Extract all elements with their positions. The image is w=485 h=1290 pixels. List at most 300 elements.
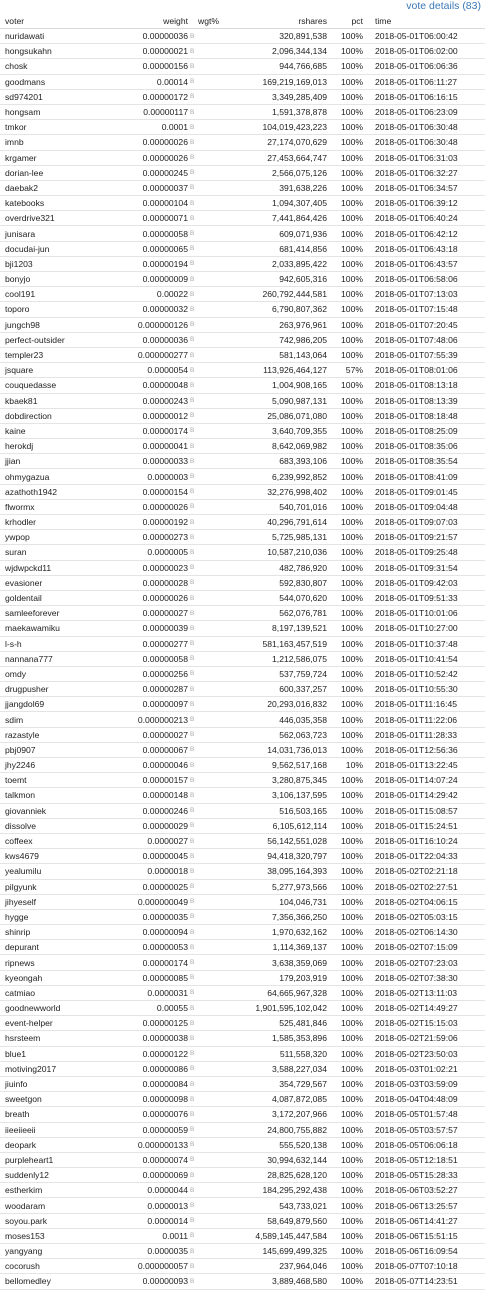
- table-row: [0, 1137, 485, 1152]
- voter-link[interactable]: cool191: [0, 287, 118, 302]
- column-header-time[interactable]: time: [367, 14, 485, 29]
- weight-unit: B: [188, 196, 198, 211]
- wgt-pct-cell: [198, 818, 232, 833]
- rshares-cell: 516,503,165: [232, 803, 327, 818]
- rshares-cell: 94,418,320,797: [232, 849, 327, 864]
- voter-link[interactable]: jungch98: [0, 317, 118, 332]
- voter-link[interactable]: junisara: [0, 226, 118, 241]
- pct-cell: 100%: [327, 469, 367, 484]
- weight-cell: 0.000000057: [118, 1259, 188, 1274]
- voter-link[interactable]: purpleheart1: [0, 1152, 118, 1167]
- table-row: [0, 104, 485, 119]
- table-row: [0, 272, 485, 287]
- weight-unit: B: [188, 135, 198, 150]
- weight-unit: B: [188, 454, 198, 469]
- weight-unit: B: [188, 636, 198, 651]
- wgt-pct-cell: [198, 773, 232, 788]
- voter-link[interactable]: goodmans: [0, 74, 118, 89]
- time-cell: 2018-05-02T15:15:03: [367, 1016, 485, 1031]
- weight-unit: B: [188, 378, 198, 393]
- table-row: [0, 1122, 485, 1137]
- pct-cell: 100%: [327, 59, 367, 74]
- pct-cell: 100%: [327, 651, 367, 666]
- weight-cell: 0.00000012: [118, 408, 188, 423]
- weight-cell: 0.000000126: [118, 317, 188, 332]
- vote-details-link[interactable]: vote details (83): [406, 0, 481, 12]
- voter-link[interactable]: jsquare: [0, 363, 118, 378]
- voter-link[interactable]: goodnewworld: [0, 1001, 118, 1016]
- voter-link[interactable]: pbj0907: [0, 742, 118, 757]
- wgt-pct-cell: [198, 439, 232, 454]
- rshares-cell: 3,106,137,595: [232, 788, 327, 803]
- table-row: [0, 758, 485, 773]
- rshares-cell: 27,453,664,747: [232, 150, 327, 165]
- rshares-cell: 581,163,457,519: [232, 636, 327, 651]
- voter-link[interactable]: evasioner: [0, 575, 118, 590]
- table-row: [0, 135, 485, 150]
- table-row: [0, 454, 485, 469]
- voter-link[interactable]: coffeex: [0, 833, 118, 848]
- voter-link[interactable]: moses153: [0, 1228, 118, 1243]
- rshares-cell: 3,588,227,034: [232, 1061, 327, 1076]
- rshares-cell: 511,558,320: [232, 1046, 327, 1061]
- pct-cell: 100%: [327, 742, 367, 757]
- weight-cell: 0.00000094: [118, 925, 188, 940]
- table-row: [0, 59, 485, 74]
- voter-link[interactable]: katebooks: [0, 196, 118, 211]
- pct-cell: 100%: [327, 408, 367, 423]
- voter-link[interactable]: ripnews: [0, 955, 118, 970]
- voter-link[interactable]: sdim: [0, 712, 118, 727]
- column-header-wgt-pct[interactable]: wgt%: [198, 14, 232, 29]
- voter-link[interactable]: jjian: [0, 454, 118, 469]
- table-row: [0, 818, 485, 833]
- pct-cell: 100%: [327, 393, 367, 408]
- rshares-cell: 3,889,468,580: [232, 1274, 327, 1289]
- table-row: [0, 712, 485, 727]
- weight-unit: B: [188, 1259, 198, 1274]
- table-row: [0, 150, 485, 165]
- voter-link[interactable]: deopark: [0, 1137, 118, 1152]
- weight-unit: B: [188, 317, 198, 332]
- voter-link[interactable]: yangyang: [0, 1244, 118, 1259]
- voter-link[interactable]: nannana777: [0, 651, 118, 666]
- table-row: [0, 302, 485, 317]
- column-header-pct[interactable]: pct: [327, 14, 367, 29]
- voter-link[interactable]: azathoth1942: [0, 484, 118, 499]
- rshares-cell: 1,585,353,896: [232, 1031, 327, 1046]
- pct-cell: 100%: [327, 29, 367, 44]
- voter-link[interactable]: nuridawati: [0, 29, 118, 44]
- rshares-cell: 10,587,210,036: [232, 545, 327, 560]
- voter-link[interactable]: sd974201: [0, 89, 118, 104]
- pct-cell: 100%: [327, 955, 367, 970]
- weight-unit: B: [188, 909, 198, 924]
- weight-cell: 0.0000027: [118, 833, 188, 848]
- wgt-pct-cell: [198, 393, 232, 408]
- rshares-cell: 56,142,551,028: [232, 833, 327, 848]
- time-cell: 2018-05-01T06:11:27: [367, 74, 485, 89]
- weight-cell: 0.00000125: [118, 1016, 188, 1031]
- voter-link[interactable]: woodaram: [0, 1198, 118, 1213]
- wgt-pct-cell: [198, 697, 232, 712]
- time-cell: 2018-05-06T15:51:15: [367, 1228, 485, 1243]
- wgt-pct-cell: [198, 1168, 232, 1183]
- rshares-cell: 683,393,106: [232, 454, 327, 469]
- weight-unit: B: [188, 1092, 198, 1107]
- table-row: [0, 1198, 485, 1213]
- pct-cell: 100%: [327, 1061, 367, 1076]
- weight-unit: B: [188, 1152, 198, 1167]
- wgt-pct-cell: [198, 621, 232, 636]
- table-row: [0, 682, 485, 697]
- weight-cell: 0.000000049: [118, 894, 188, 909]
- pct-cell: 100%: [327, 120, 367, 135]
- voter-link[interactable]: suddenly12: [0, 1168, 118, 1183]
- column-header-rshares[interactable]: rshares: [232, 14, 327, 29]
- voter-link[interactable]: hongsukahn: [0, 44, 118, 59]
- time-cell: 2018-05-02T06:14:30: [367, 925, 485, 940]
- voter-link[interactable]: omdy: [0, 666, 118, 681]
- time-cell: 2018-05-01T06:23:09: [367, 104, 485, 119]
- time-cell: 2018-05-07T07:10:18: [367, 1259, 485, 1274]
- pct-cell: 100%: [327, 575, 367, 590]
- time-cell: 2018-05-01T07:20:45: [367, 317, 485, 332]
- rshares-cell: 145,699,499,325: [232, 1244, 327, 1259]
- wgt-pct-cell: [198, 1031, 232, 1046]
- voter-link[interactable]: maekawamiku: [0, 621, 118, 636]
- weight-unit: B: [188, 469, 198, 484]
- table-row: [0, 1183, 485, 1198]
- wgt-pct-cell: [198, 150, 232, 165]
- rshares-cell: 169,219,169,013: [232, 74, 327, 89]
- wgt-pct-cell: [198, 590, 232, 605]
- weight-cell: 0.00055: [118, 1001, 188, 1016]
- wgt-pct-cell: [198, 317, 232, 332]
- weight-unit: B: [188, 575, 198, 590]
- voter-link[interactable]: dobdirection: [0, 408, 118, 423]
- voter-link[interactable]: pilgyunk: [0, 879, 118, 894]
- rshares-cell: 609,071,936: [232, 226, 327, 241]
- weight-cell: 0.00000036: [118, 29, 188, 44]
- voter-link[interactable]: cocorush: [0, 1259, 118, 1274]
- wgt-pct-cell: [198, 1198, 232, 1213]
- time-cell: 2018-05-01T07:13:03: [367, 287, 485, 302]
- voter-link[interactable]: couquedasse: [0, 378, 118, 393]
- wgt-pct-cell: [198, 165, 232, 180]
- voter-link[interactable]: talkmon: [0, 788, 118, 803]
- rshares-cell: 25,086,071,080: [232, 408, 327, 423]
- voter-link[interactable]: templer23: [0, 347, 118, 362]
- table-row: [0, 1213, 485, 1228]
- column-header-weight[interactable]: weight: [118, 14, 188, 29]
- voter-link[interactable]: bji1203: [0, 256, 118, 271]
- table-row: [0, 651, 485, 666]
- pct-cell: 100%: [327, 985, 367, 1000]
- weight-cell: 0.00000277: [118, 636, 188, 651]
- voter-link[interactable]: jiuinfo: [0, 1076, 118, 1091]
- voter-link[interactable]: suran: [0, 545, 118, 560]
- pct-cell: 100%: [327, 1122, 367, 1137]
- weight-cell: 0.0000044: [118, 1183, 188, 1198]
- weight-cell: 0.00000029: [118, 818, 188, 833]
- voter-link[interactable]: sweetgon: [0, 1092, 118, 1107]
- wgt-pct-cell: [198, 940, 232, 955]
- wgt-pct-cell: [198, 1061, 232, 1076]
- rshares-cell: 104,019,423,223: [232, 120, 327, 135]
- wgt-pct-cell: [198, 484, 232, 499]
- time-cell: 2018-05-01T16:10:24: [367, 833, 485, 848]
- voter-link[interactable]: razastyle: [0, 727, 118, 742]
- voter-link[interactable]: bonyjo: [0, 272, 118, 287]
- weight-unit: B: [188, 302, 198, 317]
- table-row: [0, 894, 485, 909]
- time-cell: 2018-05-02T05:03:15: [367, 909, 485, 924]
- weight-unit: B: [188, 1183, 198, 1198]
- wgt-pct-cell: [198, 955, 232, 970]
- table-row: [0, 408, 485, 423]
- voter-link[interactable]: overdrive321: [0, 211, 118, 226]
- rshares-cell: 24,800,755,882: [232, 1122, 327, 1137]
- time-cell: 2018-05-01T09:01:45: [367, 484, 485, 499]
- wgt-pct-cell: [198, 211, 232, 226]
- weight-unit: B: [188, 120, 198, 135]
- rshares-cell: 1,094,307,405: [232, 196, 327, 211]
- table-row: [0, 74, 485, 89]
- pct-cell: 10%: [327, 758, 367, 773]
- voter-link[interactable]: perfect-outsider: [0, 332, 118, 347]
- voter-link[interactable]: docudai-jun: [0, 241, 118, 256]
- pct-cell: 100%: [327, 302, 367, 317]
- time-cell: 2018-05-01T08:41:09: [367, 469, 485, 484]
- wgt-pct-cell: [198, 332, 232, 347]
- voter-link[interactable]: catmiao: [0, 985, 118, 1000]
- voter-link[interactable]: kaine: [0, 423, 118, 438]
- weight-unit: B: [188, 621, 198, 636]
- weight-cell: 0.00000027: [118, 606, 188, 621]
- time-cell: 2018-05-01T06:32:27: [367, 165, 485, 180]
- weight-cell: 0.00000243: [118, 393, 188, 408]
- voter-link[interactable]: krgamer: [0, 150, 118, 165]
- rshares-cell: 944,766,685: [232, 59, 327, 74]
- weight-cell: 0.00000039: [118, 621, 188, 636]
- voter-link[interactable]: hygge: [0, 909, 118, 924]
- weight-cell: 0.00000098: [118, 1092, 188, 1107]
- pct-cell: 100%: [327, 226, 367, 241]
- table-row: [0, 727, 485, 742]
- column-header-voter[interactable]: voter: [0, 14, 118, 29]
- weight-unit: B: [188, 1137, 198, 1152]
- voter-link[interactable]: hsrsteem: [0, 1031, 118, 1046]
- voter-link[interactable]: dorian-lee: [0, 165, 118, 180]
- table-row: [0, 165, 485, 180]
- weight-unit: B: [188, 803, 198, 818]
- weight-unit: B: [188, 879, 198, 894]
- weight-cell: 0.0000035: [118, 1244, 188, 1259]
- time-cell: 2018-05-01T06:02:00: [367, 44, 485, 59]
- weight-unit: B: [188, 1228, 198, 1243]
- weight-cell: 0.00000104: [118, 196, 188, 211]
- wgt-pct-cell: [198, 1274, 232, 1289]
- time-cell: 2018-05-01T09:42:03: [367, 575, 485, 590]
- weight-cell: 0.00000038: [118, 1031, 188, 1046]
- time-cell: 2018-05-01T06:42:12: [367, 226, 485, 241]
- voter-link[interactable]: kyeongah: [0, 970, 118, 985]
- weight-cell: 0.00000067: [118, 742, 188, 757]
- rshares-cell: 446,035,358: [232, 712, 327, 727]
- time-cell: 2018-05-01T08:35:06: [367, 439, 485, 454]
- time-cell: 2018-05-01T14:29:42: [367, 788, 485, 803]
- table-row: [0, 332, 485, 347]
- time-cell: 2018-05-01T09:51:33: [367, 590, 485, 605]
- pct-cell: 100%: [327, 940, 367, 955]
- wgt-pct-cell: [198, 44, 232, 59]
- voter-link[interactable]: iieeiieeii: [0, 1122, 118, 1137]
- wgt-pct-cell: [198, 196, 232, 211]
- voter-link[interactable]: soyou.park: [0, 1213, 118, 1228]
- weight-unit: B: [188, 272, 198, 287]
- table-row: [0, 256, 485, 271]
- voter-link[interactable]: hongsam: [0, 104, 118, 119]
- table-row: [0, 773, 485, 788]
- time-cell: 2018-05-01T22:04:33: [367, 849, 485, 864]
- pct-cell: 100%: [327, 74, 367, 89]
- weight-unit: B: [188, 1274, 198, 1289]
- voter-link[interactable]: wjdwpckd11: [0, 560, 118, 575]
- pct-cell: 100%: [327, 317, 367, 332]
- table-row: [0, 44, 485, 59]
- voter-link[interactable]: goldentail: [0, 590, 118, 605]
- wgt-pct-cell: [198, 180, 232, 195]
- voter-link[interactable]: motiving2017: [0, 1061, 118, 1076]
- table-row: [0, 879, 485, 894]
- weight-unit: B: [188, 894, 198, 909]
- voter-link[interactable]: dissolve: [0, 818, 118, 833]
- voter-link[interactable]: ohmygazua: [0, 469, 118, 484]
- wgt-pct-cell: [198, 666, 232, 681]
- weight-unit: B: [188, 1244, 198, 1259]
- time-cell: 2018-05-01T12:56:36: [367, 742, 485, 757]
- voter-link[interactable]: breath: [0, 1107, 118, 1122]
- voter-link[interactable]: tmkor: [0, 120, 118, 135]
- pct-cell: 100%: [327, 818, 367, 833]
- wgt-pct-cell: [198, 1137, 232, 1152]
- pct-cell: 100%: [327, 697, 367, 712]
- weight-unit: B: [188, 408, 198, 423]
- weight-cell: 0.00000086: [118, 1061, 188, 1076]
- voter-link[interactable]: jjangdol69: [0, 697, 118, 712]
- wgt-pct-cell: [198, 408, 232, 423]
- time-cell: 2018-05-06T16:09:54: [367, 1244, 485, 1259]
- rshares-cell: 354,729,567: [232, 1076, 327, 1091]
- weight-cell: 0.0011: [118, 1228, 188, 1243]
- voter-link[interactable]: krhodler: [0, 515, 118, 530]
- voter-link[interactable]: depurant: [0, 940, 118, 955]
- weight-unit: B: [188, 44, 198, 59]
- voter-link[interactable]: kbaek81: [0, 393, 118, 408]
- time-cell: 2018-05-01T09:25:48: [367, 545, 485, 560]
- voter-link[interactable]: toemt: [0, 773, 118, 788]
- voter-link[interactable]: estherkim: [0, 1183, 118, 1198]
- voter-link[interactable]: flwormx: [0, 499, 118, 514]
- wgt-pct-cell: [198, 515, 232, 530]
- voter-link[interactable]: blue1: [0, 1046, 118, 1061]
- voter-link[interactable]: giovanniek: [0, 803, 118, 818]
- wgt-pct-cell: [198, 378, 232, 393]
- weight-unit: B: [188, 833, 198, 848]
- weight-cell: 0.00000192: [118, 515, 188, 530]
- time-cell: 2018-05-02T02:27:51: [367, 879, 485, 894]
- time-cell: 2018-05-06T13:25:57: [367, 1198, 485, 1213]
- weight-cell: 0.00000058: [118, 226, 188, 241]
- wgt-pct-cell: [198, 1092, 232, 1107]
- voter-link[interactable]: ywpop: [0, 530, 118, 545]
- table-row: [0, 849, 485, 864]
- rshares-cell: 592,830,807: [232, 575, 327, 590]
- time-cell: 2018-05-01T06:34:57: [367, 180, 485, 195]
- weight-unit: B: [188, 1168, 198, 1183]
- weight-unit: B: [188, 29, 198, 44]
- voter-link[interactable]: l-s-h: [0, 636, 118, 651]
- rshares-cell: 1,212,586,075: [232, 651, 327, 666]
- pct-cell: 100%: [327, 909, 367, 924]
- rshares-cell: 237,964,046: [232, 1259, 327, 1274]
- weight-cell: 0.00000246: [118, 803, 188, 818]
- table-row: [0, 1092, 485, 1107]
- weight-unit: B: [188, 545, 198, 560]
- voter-link[interactable]: herokdj: [0, 439, 118, 454]
- column-header-unit: [188, 14, 198, 29]
- wgt-pct-cell: [198, 606, 232, 621]
- time-cell: 2018-05-01T06:43:18: [367, 241, 485, 256]
- pct-cell: 100%: [327, 44, 367, 59]
- rshares-cell: 562,063,723: [232, 727, 327, 742]
- rshares-cell: 4,589,145,447,584: [232, 1228, 327, 1243]
- voter-link[interactable]: shinrip: [0, 925, 118, 940]
- wgt-pct-cell: [198, 849, 232, 864]
- rshares-cell: 942,605,316: [232, 272, 327, 287]
- weight-unit: B: [188, 1031, 198, 1046]
- weight-unit: B: [188, 955, 198, 970]
- voter-link[interactable]: jhy2246: [0, 758, 118, 773]
- pct-cell: 100%: [327, 165, 367, 180]
- table-row: [0, 1001, 485, 1016]
- wgt-pct-cell: [198, 454, 232, 469]
- pct-cell: 100%: [327, 1274, 367, 1289]
- voter-link[interactable]: imnb: [0, 135, 118, 150]
- pct-cell: 100%: [327, 484, 367, 499]
- voter-link[interactable]: event-helper: [0, 1016, 118, 1031]
- voter-link[interactable]: bellomedley: [0, 1274, 118, 1289]
- table-row: [0, 241, 485, 256]
- voter-link[interactable]: yealumilu: [0, 864, 118, 879]
- voter-link[interactable]: chosk: [0, 59, 118, 74]
- table-row: [0, 180, 485, 195]
- voter-link[interactable]: toporo: [0, 302, 118, 317]
- voter-link[interactable]: daebak2: [0, 180, 118, 195]
- rshares-cell: 525,481,846: [232, 1016, 327, 1031]
- weight-cell: 0.00000245: [118, 165, 188, 180]
- voter-link[interactable]: samleeforever: [0, 606, 118, 621]
- time-cell: 2018-05-01T06:06:36: [367, 59, 485, 74]
- table-row: [0, 1076, 485, 1091]
- voter-link[interactable]: kws4679: [0, 849, 118, 864]
- voter-link[interactable]: drugpusher: [0, 682, 118, 697]
- weight-cell: 0.0000003: [118, 469, 188, 484]
- wgt-pct-cell: [198, 530, 232, 545]
- voter-link[interactable]: jihyeself: [0, 894, 118, 909]
- wgt-pct-cell: [198, 104, 232, 119]
